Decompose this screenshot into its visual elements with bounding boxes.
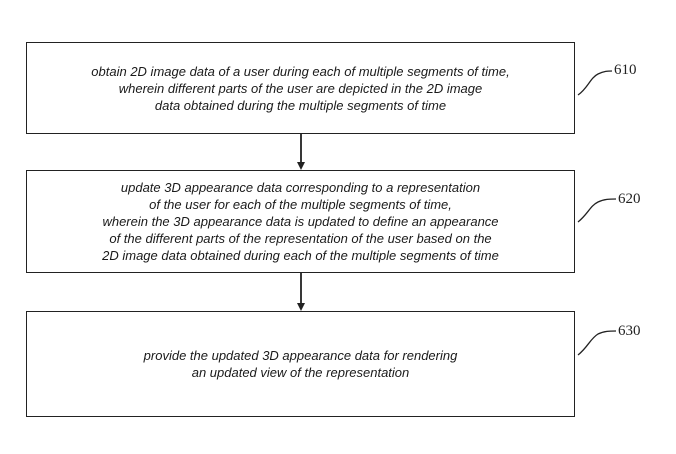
ref-numeral-620: 620 [618, 191, 641, 207]
leader-line-610 [578, 71, 612, 95]
ref-numeral-630: 630 [618, 323, 641, 339]
step-620-text: update 3D appearance data corresponding to a representation of the user for each of the multiple segments of time, wherein the 3D appearance data is updated to define an appearance of the different parts of the representation of the user based on the 2D image data obtained during each of the multiple segments of time [102, 180, 499, 263]
step-610-text: obtain 2D image data of a user during each of multiple segments of time, wherein different parts of the user are depicted in the 2D image data obtained during the multiple segments of time [91, 63, 510, 113]
ref-numeral-610: 610 [614, 62, 637, 78]
leader-line-630 [578, 331, 616, 355]
step-630-text: provide the updated 3D appearance data for rendering an updated view of the representation [143, 348, 458, 380]
leader-line-620 [578, 199, 616, 222]
